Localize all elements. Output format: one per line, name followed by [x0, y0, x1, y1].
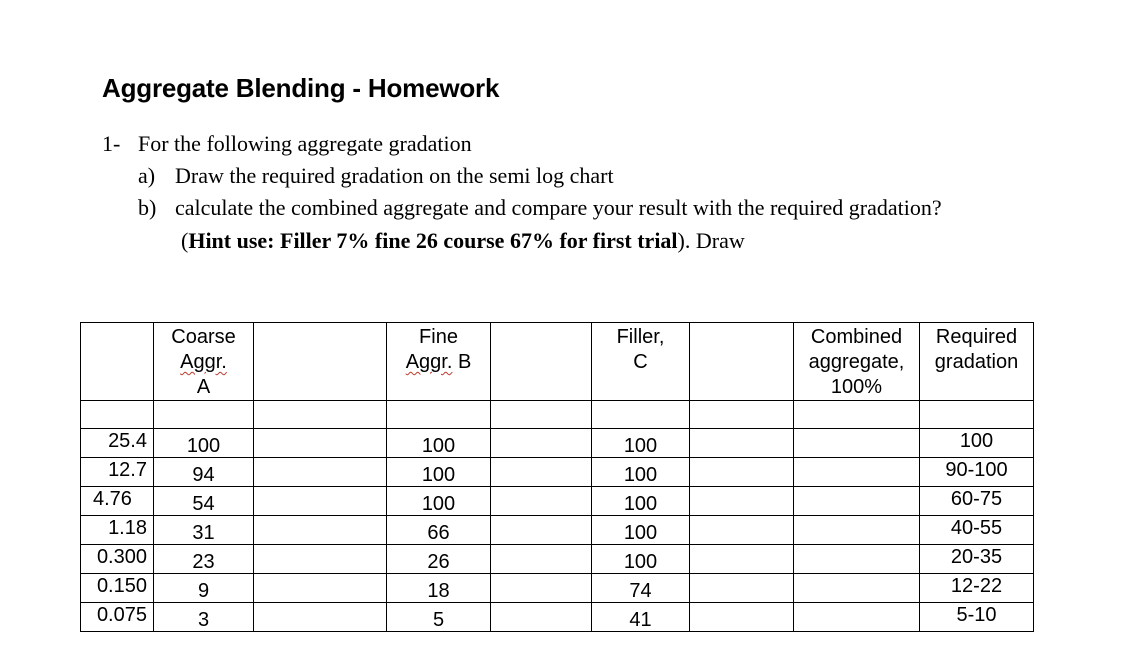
table-row	[81, 545, 1034, 574]
part-b-text: calculate the combined aggregate and compare your result with the required gradation?	[175, 195, 942, 220]
required-value: 100	[920, 429, 1034, 458]
required-value: 5-10	[920, 603, 1034, 632]
filler-value: 100	[592, 429, 690, 458]
required-value: 12-22	[920, 574, 1034, 603]
sieve-size: 4.76	[81, 487, 154, 516]
filler-value: 100	[592, 487, 690, 516]
fine-header-line2b: B	[452, 351, 472, 373]
sieve-size: 0.300	[81, 545, 154, 574]
fine-header-line1: Fine	[419, 326, 458, 348]
required-value: 60-75	[920, 487, 1034, 516]
table-row	[81, 516, 1034, 545]
coarse-value: 94	[154, 458, 254, 487]
part-a-label: a)	[138, 163, 156, 188]
coarse-header-line1: Coarse	[171, 326, 236, 348]
required-header-line1: Required	[935, 326, 1018, 348]
page-title: Aggregate Blending - Homework	[102, 73, 500, 103]
combined-value	[794, 545, 920, 574]
table-row	[81, 458, 1034, 487]
filler-value: 100	[592, 458, 690, 487]
filler-value: 100	[592, 545, 690, 574]
filler-value: 74	[592, 574, 690, 603]
table-row	[81, 574, 1034, 603]
filler-header-line2: C	[633, 351, 648, 373]
part-a-text: Draw the required gradation on the semi log chart	[175, 163, 614, 188]
sieve-size: 12.7	[81, 458, 154, 487]
fine-value: 100	[387, 429, 491, 458]
fine-value: 100	[387, 487, 491, 516]
coarse-header-line2: Aggr.	[180, 351, 227, 373]
blank-header	[254, 323, 387, 401]
table-row	[81, 603, 1034, 632]
sieve-size: 0.150	[81, 574, 154, 603]
combined-header-line1: Combined	[810, 326, 903, 348]
coarse-value: 54	[154, 487, 254, 516]
table-row	[81, 429, 1034, 458]
table-row	[81, 487, 1034, 516]
hint-open: (	[181, 228, 189, 253]
coarse-value: 9	[154, 574, 254, 603]
combined-value	[794, 574, 920, 603]
coarse-value: 3	[154, 603, 254, 632]
combined-header-line2: aggregate,	[808, 351, 905, 373]
blank-header	[690, 323, 794, 401]
required-header	[920, 323, 1034, 401]
coarse-value: 100	[154, 429, 254, 458]
sieve-size: 0.075	[81, 603, 154, 632]
required-value: 20-35	[920, 545, 1034, 574]
filler-header-line1: Filler,	[616, 326, 665, 348]
filler-value: 41	[592, 603, 690, 632]
coarse-value: 31	[154, 516, 254, 545]
combined-value	[794, 429, 920, 458]
combined-value	[794, 603, 920, 632]
combined-value	[794, 516, 920, 545]
combined-header-line3: 100%	[830, 376, 883, 398]
spacer-row	[81, 401, 1034, 429]
filler-header	[592, 323, 690, 401]
coarse-header-line3: A	[196, 376, 211, 398]
fine-value: 5	[387, 603, 491, 632]
blank-header	[491, 323, 592, 401]
coarse-header	[154, 323, 254, 401]
question-number: 1-	[102, 131, 121, 156]
fine-header-line2a: Aggr.	[405, 351, 453, 373]
coarse-value: 23	[154, 545, 254, 574]
required-value: 90-100	[920, 458, 1034, 487]
question-text: For the following aggregate gradation	[138, 131, 472, 156]
header-row	[81, 323, 1034, 401]
required-value: 40-55	[920, 516, 1034, 545]
sieve-size: 1.18	[81, 516, 154, 545]
required-header-line2: gradation	[934, 351, 1019, 373]
fine-header	[387, 323, 491, 401]
sieve-header	[81, 323, 154, 401]
filler-value: 100	[592, 516, 690, 545]
fine-value: 18	[387, 574, 491, 603]
part-b-label: b)	[138, 195, 157, 220]
gradation-table	[80, 322, 1034, 632]
combined-value	[794, 458, 920, 487]
sieve-size: 25.4	[81, 429, 154, 458]
combined-value	[794, 487, 920, 516]
fine-value: 66	[387, 516, 491, 545]
hint-line	[181, 228, 745, 254]
hint-close: ). Draw	[677, 228, 745, 253]
combined-header	[794, 323, 920, 401]
fine-value: 26	[387, 545, 491, 574]
hint-bold: Hint use: Filler 7% fine 26 course 67% for first trial	[188, 228, 678, 253]
fine-value: 100	[387, 458, 491, 487]
